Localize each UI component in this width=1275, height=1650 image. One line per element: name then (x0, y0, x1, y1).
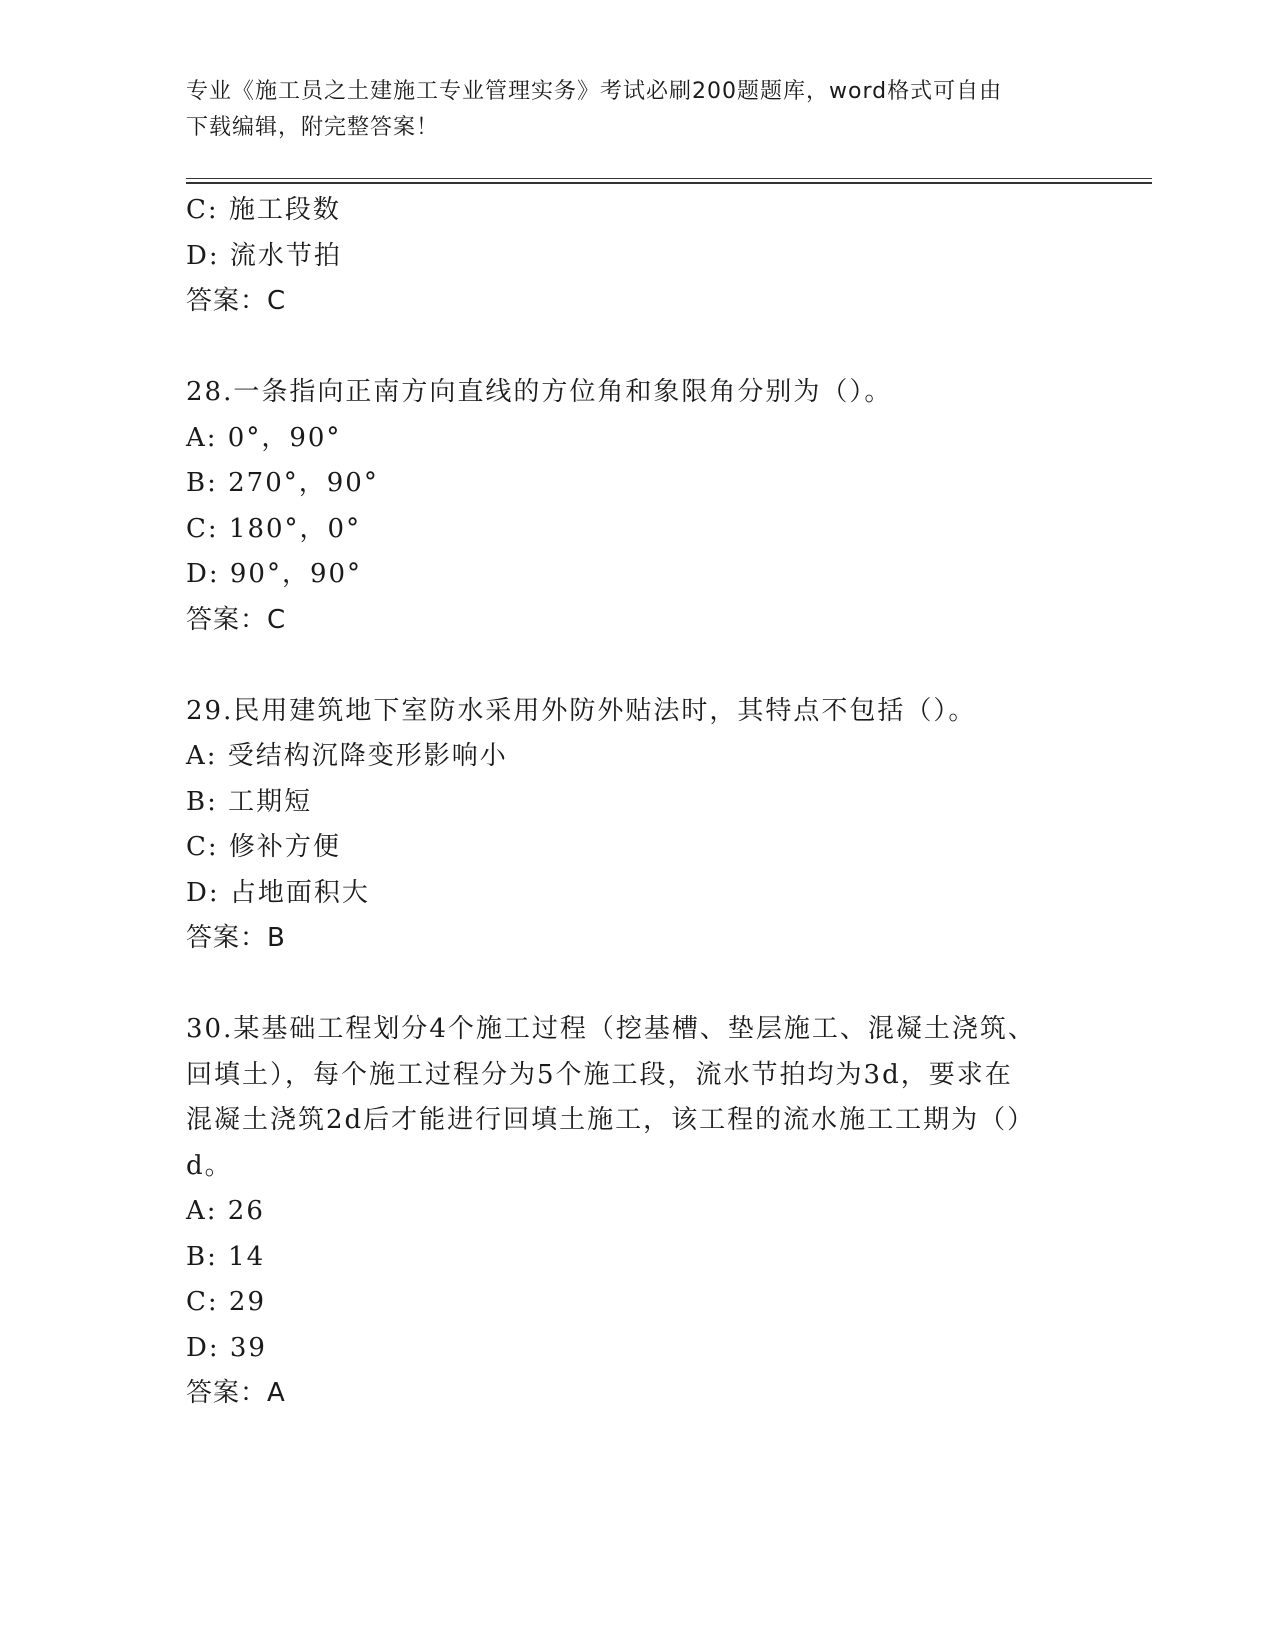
question-29 (186, 689, 1066, 962)
header-divider-thin (186, 178, 1152, 179)
question-stem-line-1: 30.某基础工程划分4个施工过程（挖基槽、垫层施工、混凝土浇筑、 (186, 1014, 1036, 1044)
answer-line: 答案：C (186, 604, 287, 635)
option-b: B: 270°，90° (186, 468, 379, 498)
question-list (186, 188, 1066, 1417)
header-line-1: 专业《施工员之土建施工专业管理实务》考试必刷200题题库，word格式可自由 (186, 79, 1003, 104)
spacer (186, 325, 1066, 371)
question-stem-line-3: 混凝土浇筑2d后才能进行回填土施工，该工程的流水施工工期为（） (186, 1105, 1036, 1135)
spacer (186, 962, 1066, 1008)
answer-line: 答案：A (186, 1378, 286, 1408)
option-a: A: 0°，90° (186, 422, 342, 453)
continued-question (186, 188, 1066, 325)
header-divider-thick (186, 182, 1152, 184)
option-c: C: 施工段数 (186, 195, 341, 225)
option-c: C: 180°，0° (186, 513, 362, 544)
option-b: B: 工期短 (186, 786, 313, 817)
option-a: A: 受结构沉降变形影响小 (186, 741, 508, 771)
question-28 (186, 370, 1066, 643)
option-d: D: 流水节拍 (186, 240, 342, 271)
option-c: C: 修补方便 (186, 832, 341, 862)
option-d: D: 占地面积大 (186, 877, 370, 908)
option-b: B: 14 (186, 1241, 266, 1272)
document-header (186, 74, 1066, 146)
question-stem: 28.一条指向正南方向直线的方位角和象限角分别为（）。 (186, 377, 893, 407)
question-stem-line-2: 回填土），每个施工过程分为5个施工段，流水节拍均为3d，要求在 (186, 1059, 1013, 1090)
option-a: A: 26 (186, 1196, 265, 1226)
option-d: D: 39 (186, 1332, 267, 1363)
spacer (186, 643, 1066, 689)
question-stem-line-4: d。 (186, 1150, 233, 1181)
answer-line: 答案：B (186, 923, 286, 953)
question-stem: 29.民用建筑地下室防水采用外防外贴法时，其特点不包括（）。 (186, 695, 977, 726)
option-d: D: 90°，90° (186, 559, 363, 589)
header-line-2: 下载编辑，附完整答案！ (186, 115, 440, 140)
question-30 (186, 1007, 1066, 1417)
answer-line: 答案：C (186, 286, 287, 316)
option-c: C: 29 (186, 1287, 267, 1317)
